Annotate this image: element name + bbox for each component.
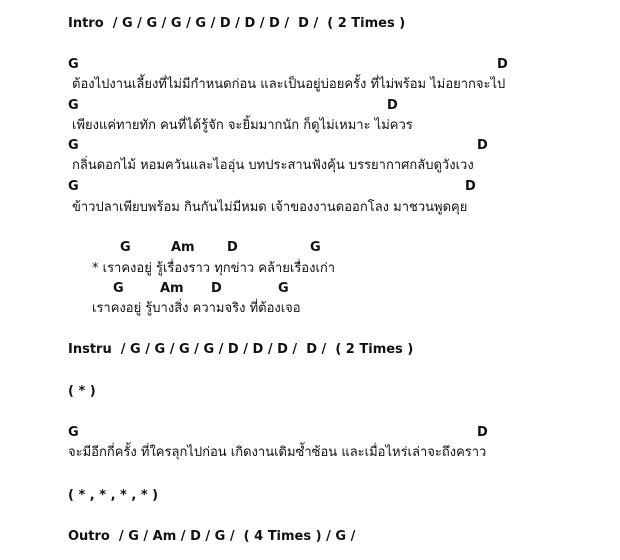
lyric-line: เพียงแค่ทายทัก คนที่ได้รู้จัก จะยิ้มมากนัก ก็ดูไม่เหมาะ ไม่ควร <box>72 118 413 133</box>
chord-g: G <box>310 240 321 255</box>
chord-am: Am <box>171 240 195 255</box>
chorus-lyric-line: เราคงอยู่ รู้บางสิ่ง ความจริง ที่ต้องเจอ <box>92 301 301 316</box>
chord-d: D <box>477 425 488 440</box>
lyric-line: ข้าวปลาเพียบพร้อม กินกันไม่มีหมด เจ้าของงานดออกโลง มาชวนพูดคุย <box>72 200 468 215</box>
chord-g: G <box>278 281 289 296</box>
chord-d: D <box>465 179 476 194</box>
chorus-lyric-line: * เราคงอยู่ รู้เรื่องราว ทุกข่าว คล้ายเรื่องเก่า <box>92 261 336 276</box>
intro-line: Intro / G / G / G / G / D / D / D / D / ( 2 Times ) <box>68 16 406 31</box>
chord-g: G <box>68 138 79 153</box>
chord-d: D <box>227 240 238 255</box>
outro-line: Outro / G / Am / D / G / ( 4 Times ) / G / <box>68 529 356 544</box>
lyric-line: ต้องไปงานเลี้ยงที่ไม่มีกำหนดก่อน และเป็นอยู่บ่อยครั้ง ที่ไม่พร้อม ไม่อยากจะไป <box>72 77 506 92</box>
chord-g: G <box>113 281 124 296</box>
chord-d: D <box>477 138 488 153</box>
lyric-line: จะมีอีกกี่ครั้ง ที่ใครลุกไปก่อน เกิดงานเดิมซ้ำซ้อน และเมื่อไหร่เล่าจะถึงคราว <box>68 445 487 460</box>
repeat-chorus-marker: ( * , * , * , * ) <box>68 488 159 503</box>
chord-am: Am <box>160 281 184 296</box>
chord-d: D <box>211 281 222 296</box>
instru-line: Instru / G / G / G / G / D / D / D / D / ( 2 Times ) <box>68 342 414 357</box>
chord-d: D <box>497 57 508 72</box>
lyric-line: กลิ่นดอกไม้ หอมควันและไออุ่น บทประสานฟังคุ้น บรรยากาศกลับดูวังเวง <box>72 158 474 173</box>
chord-g: G <box>68 98 79 113</box>
repeat-chorus-marker: ( * ) <box>68 384 96 399</box>
chord-g: G <box>120 240 131 255</box>
chord-g: G <box>68 179 79 194</box>
chord-d: D <box>387 98 398 113</box>
chord-g: G <box>68 57 79 72</box>
chord-g: G <box>68 425 79 440</box>
